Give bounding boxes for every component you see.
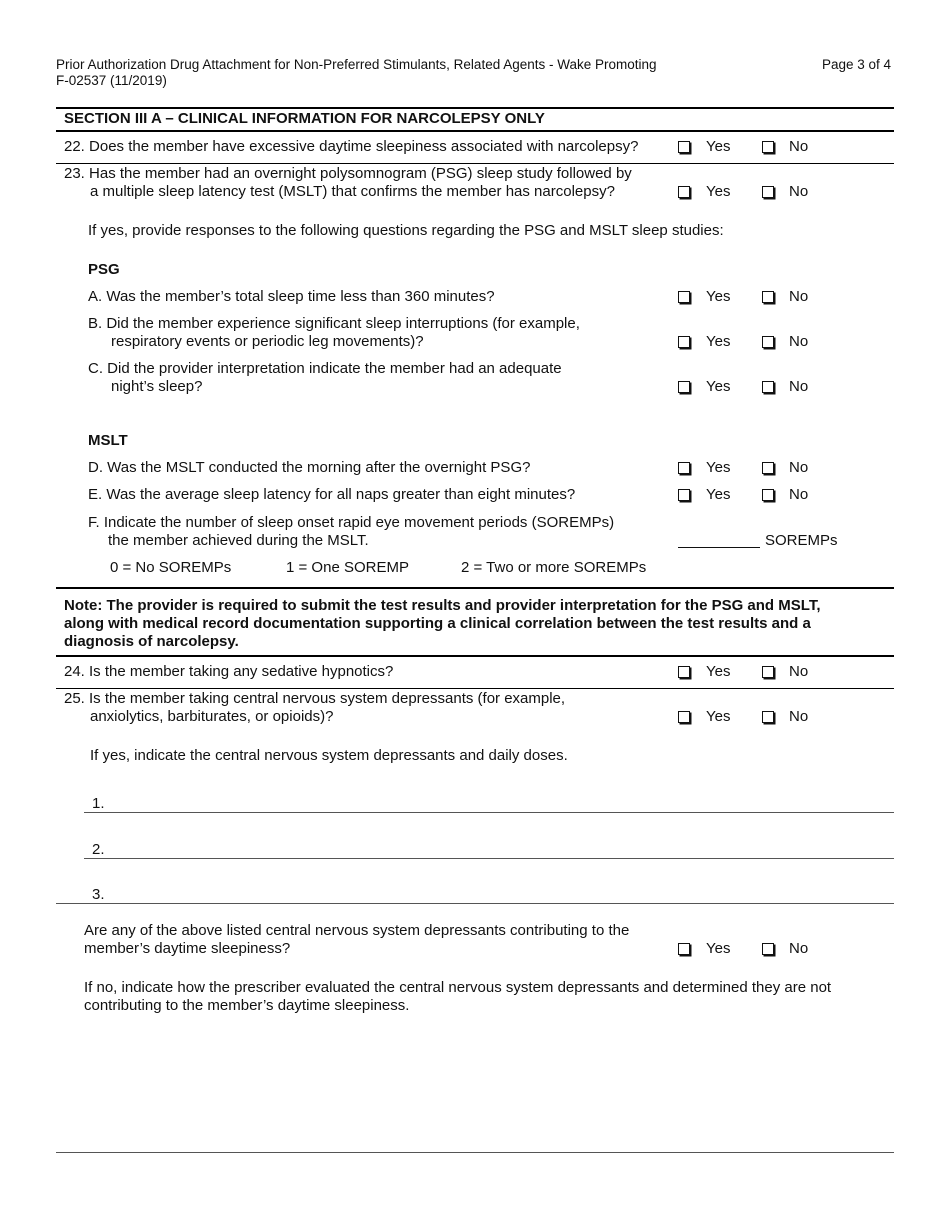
psg-heading: PSG	[88, 261, 120, 278]
q25-yes-label: Yes	[706, 708, 731, 725]
soremps-legend-0: 0 = No SOREMPs	[110, 559, 232, 576]
note-top-rule	[56, 587, 894, 589]
q24-no-checkbox[interactable]	[762, 666, 774, 678]
psg-a-no-label: No	[789, 288, 809, 305]
psg-c-no-label: No	[789, 378, 809, 395]
question-23-line2: a multiple sleep latency test (MSLT) that confirms the member has narcolepsy?	[90, 183, 615, 200]
q23-yes-label: Yes	[706, 183, 731, 200]
mslt-question-d: D. Was the MSLT conducted the morning after the overnight PSG?	[88, 459, 531, 476]
psg-question-c-line1: C. Did the provider interpretation indicate the member had an adequate	[88, 360, 562, 377]
note-bottom-rule	[56, 655, 894, 657]
mslt-heading: MSLT	[88, 432, 128, 449]
contrib-yes-checkbox[interactable]	[678, 943, 690, 955]
q24-yes-checkbox[interactable]	[678, 666, 690, 678]
form-id: F-02537 (11/2019)	[56, 73, 167, 88]
contrib-question-line1: Are any of the above listed central nervous system depressants contributing to the	[84, 922, 630, 939]
q25-yes-checkbox[interactable]	[678, 711, 690, 723]
mslt-e-yes-label: Yes	[706, 486, 731, 503]
psg-question-a: A. Was the member’s total sleep time less than 360 minutes?	[88, 288, 495, 305]
q24-divider	[56, 688, 894, 689]
question-23-line1: 23. Has the member had an overnight polysomnogram (PSG) sleep study followed by	[64, 165, 632, 182]
psg-b-no-checkbox[interactable]	[762, 336, 774, 348]
psg-c-yes-checkbox[interactable]	[678, 381, 690, 393]
soremps-legend-1: 1 = One SOREMP	[286, 559, 409, 576]
depressant-entry-1-label: 1.	[92, 795, 105, 812]
mslt-d-yes-checkbox[interactable]	[678, 462, 690, 474]
q24-yes-label: Yes	[706, 663, 731, 680]
soremps-unit-label: SOREMPs	[765, 532, 838, 549]
section-bottom-rule	[56, 130, 894, 132]
q22-yes-checkbox[interactable]	[678, 141, 690, 153]
mslt-question-f-line1: F. Indicate the number of sleep onset rapid eye movement periods (SOREMPs)	[88, 514, 615, 531]
psg-a-no-checkbox[interactable]	[762, 291, 774, 303]
soremps-legend-2: 2 = Two or more SOREMPs	[461, 559, 647, 576]
q25-no-label: No	[789, 708, 809, 725]
mslt-e-no-checkbox[interactable]	[762, 489, 774, 501]
psg-b-yes-label: Yes	[706, 333, 731, 350]
psg-question-c-line2: night’s sleep?	[111, 378, 203, 395]
contrib-followup-line2: contributing to the member’s daytime sleepiness.	[84, 997, 410, 1014]
contrib-question-line2: member’s daytime sleepiness?	[84, 940, 291, 957]
contrib-no-label: No	[789, 940, 809, 957]
mslt-d-no-label: No	[789, 459, 809, 476]
psg-question-b-line2: respiratory events or periodic leg movements)?	[111, 333, 424, 350]
q23-yes-checkbox[interactable]	[678, 186, 690, 198]
psg-question-b-line1: B. Did the member experience significant sleep interruptions (for example,	[88, 315, 580, 332]
mslt-question-e: E. Was the average sleep latency for all naps greater than eight minutes?	[88, 486, 576, 503]
q25-no-checkbox[interactable]	[762, 711, 774, 723]
section-title: SECTION III A – CLINICAL INFORMATION FOR NARCOLEPSY ONLY	[64, 110, 545, 127]
mslt-d-yes-label: Yes	[706, 459, 731, 476]
q23-followup: If yes, provide responses to the following questions regarding the PSG and MSLT sleep studies:	[88, 222, 724, 239]
q22-divider	[56, 163, 894, 164]
contrib-yes-label: Yes	[706, 940, 731, 957]
q22-no-label: No	[789, 138, 809, 155]
psg-b-yes-checkbox[interactable]	[678, 336, 690, 348]
provider-note: Note: The provider is required to submit the test results and provider interpretation for the PSG and MSLT, along with medical record documentation supporting a clinical correlation between the test results and a diagnosis of narcolepsy.	[64, 597, 821, 650]
question-25-line1: 25. Is the member taking central nervous system depressants (for example,	[64, 690, 566, 707]
section-top-rule	[56, 107, 894, 109]
depressant-entry-1-line[interactable]	[84, 812, 894, 813]
question-22: 22. Does the member have excessive daytime sleepiness associated with narcolepsy?	[64, 138, 639, 155]
question-24: 24. Is the member taking any sedative hypnotics?	[64, 663, 394, 680]
q23-no-checkbox[interactable]	[762, 186, 774, 198]
depressant-entry-3-line[interactable]	[56, 903, 894, 904]
contrib-no-checkbox[interactable]	[762, 943, 774, 955]
q25-followup: If yes, indicate the central nervous system depressants and daily doses.	[90, 747, 568, 764]
q22-yes-label: Yes	[706, 138, 731, 155]
mslt-e-no-label: No	[789, 486, 809, 503]
page-number: Page 3 of 4	[822, 57, 892, 72]
psg-a-yes-checkbox[interactable]	[678, 291, 690, 303]
question-25-line2: anxiolytics, barbiturates, or opioids)?	[90, 708, 334, 725]
depressant-entry-2-line[interactable]	[84, 858, 894, 859]
contrib-followup-line1: If no, indicate how the prescriber evaluated the central nervous system depressants and determined they are not	[84, 979, 832, 996]
depressant-entry-2-label: 2.	[92, 841, 105, 858]
psg-b-no-label: No	[789, 333, 809, 350]
q22-no-checkbox[interactable]	[762, 141, 774, 153]
mslt-question-f-line2: the member achieved during the MSLT.	[108, 532, 369, 549]
footer-rule	[56, 1152, 894, 1153]
psg-c-yes-label: Yes	[706, 378, 731, 395]
q23-no-label: No	[789, 183, 809, 200]
depressant-entry-3-label: 3.	[92, 886, 105, 903]
form-title: Prior Authorization Drug Attachment for Non-Preferred Stimulants, Related Agents - Wake Promoting	[56, 57, 657, 72]
psg-a-yes-label: Yes	[706, 288, 731, 305]
mslt-e-yes-checkbox[interactable]	[678, 489, 690, 501]
mslt-d-no-checkbox[interactable]	[762, 462, 774, 474]
soremps-input-line[interactable]	[678, 547, 760, 548]
psg-c-no-checkbox[interactable]	[762, 381, 774, 393]
q24-no-label: No	[789, 663, 809, 680]
